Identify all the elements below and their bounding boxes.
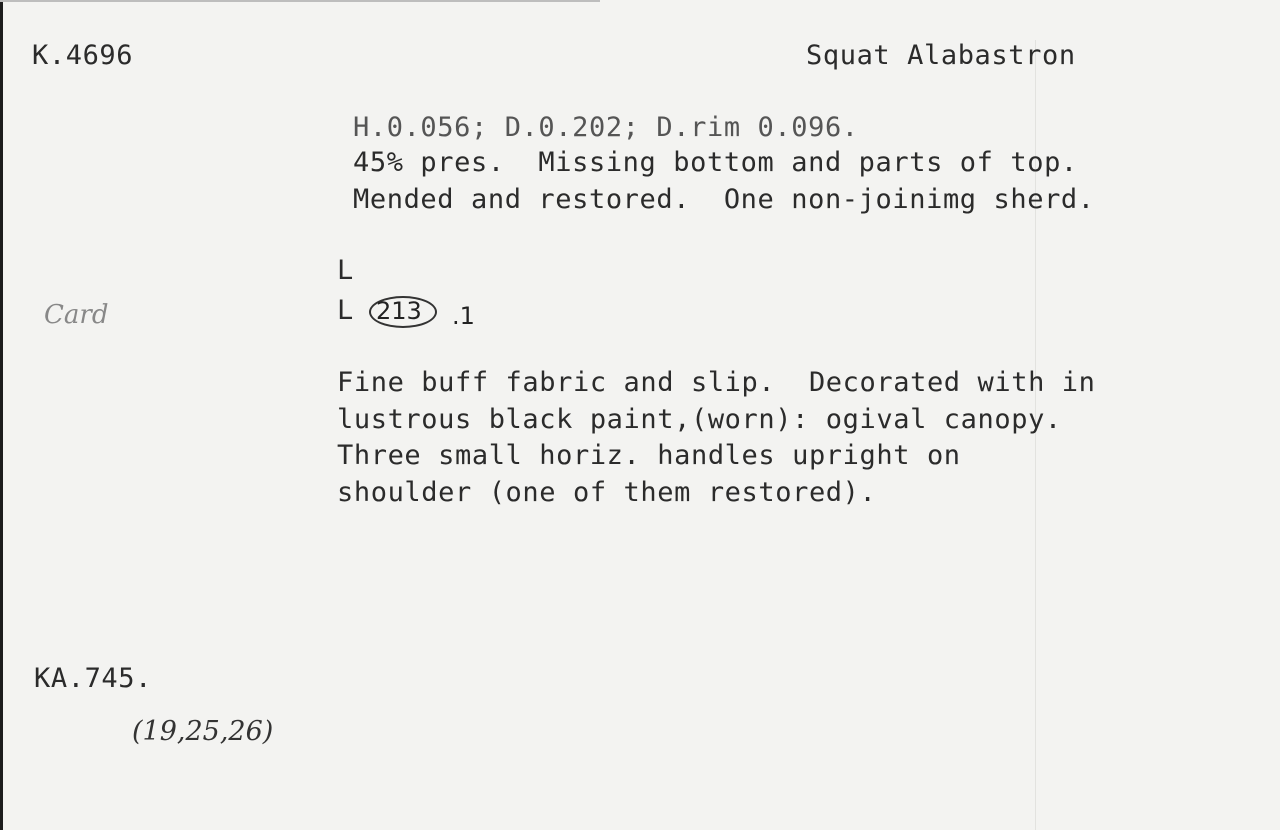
card-left-edge xyxy=(0,0,3,830)
object-title: Squat Alabastron xyxy=(806,40,1076,71)
description-line: lustrous black paint,(worn): ogival canopy. xyxy=(337,404,1062,435)
handwritten-card-note: Card xyxy=(44,300,109,330)
preservation-line: 45% pres. Missing bottom and parts of top. xyxy=(353,147,1078,178)
reference-suffix: .1 xyxy=(452,302,475,330)
description-line: Three small horiz. handles upright on xyxy=(337,440,961,471)
reference-circled-number: 213 xyxy=(376,297,422,325)
inventory-number: KA.745. xyxy=(34,663,152,694)
handwritten-photo-references: (19,25,26) xyxy=(132,716,274,747)
description-line: Fine buff fabric and slip. Decorated with in xyxy=(337,367,1096,398)
reference-line-2-prefix: L xyxy=(337,295,354,326)
condition-line: Mended and restored. One non-joinimg sherd. xyxy=(353,184,1095,215)
dimensions-line: H.0.056; D.0.202; D.rim 0.096. xyxy=(353,112,859,143)
description-line: shoulder (one of them restored). xyxy=(337,477,877,508)
card-top-edge xyxy=(0,0,600,2)
catalog-number: K.4696 xyxy=(32,40,134,71)
reference-line-1: L xyxy=(337,255,354,286)
